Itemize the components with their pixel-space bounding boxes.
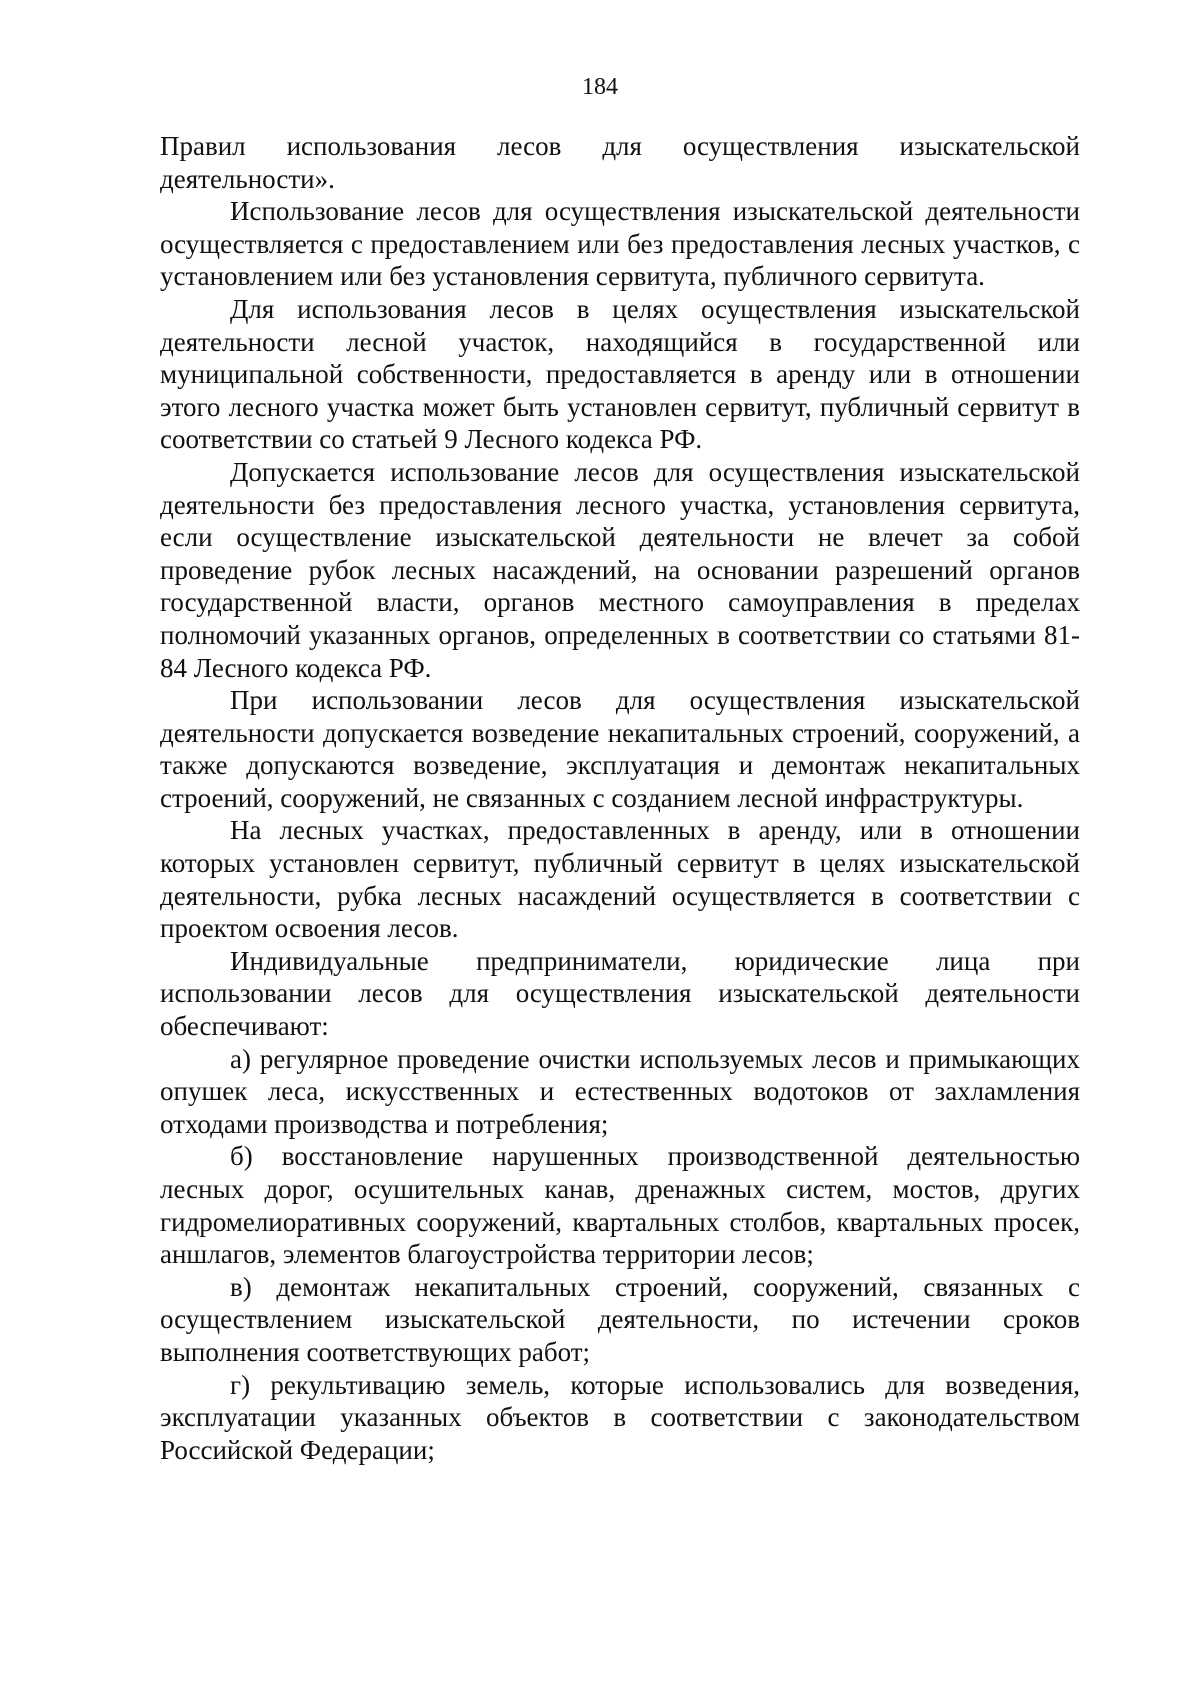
paragraph-7: Индивидуальные предприниматели, юридические лица при использовании лесов для осуществления изыскательской деятельности обеспечивают: <box>160 945 1080 1042</box>
list-item-a: а) регулярное проведение очистки используемых лесов и примыкающих опушек леса, искусственных и естественных водотоков от захламления отходами производства и потребления; <box>160 1043 1080 1139</box>
paragraph-4: Допускается использование лесов для осуществления изыскательской деятельности без предоставления лесного участка, установления сервитута, если осуществление изыскательской деятельности не влечет за собой проведение рубок лесных насаждений, на основании разрешений органов государственной власти, органов местного самоуправления в пределах полномочий указанных органов, определенных в соответствии со статьями 81-84 Лесного кодекса РФ. <box>160 456 1080 683</box>
document-body <box>160 130 1080 1466</box>
paragraph-1: Правил использования лесов для осуществления изыскательской деятельности». <box>160 131 1080 194</box>
paragraph-5: При использовании лесов для осуществления изыскательской деятельности допускается возведение некапитальных строений, сооружений, а также допускаются возведение, эксплуатация и демонтаж некапитальных строений, сооружений, не связанных с созданием лесной инфраструктуры. <box>160 685 1080 813</box>
paragraph-6: На лесных участках, предоставленных в аренду, или в отношении которых установлен сервитут, публичный сервитут в целях изыскательской деятельности, рубка лесных насаждений осуществляется в соответствии с проектом освоения лесов. <box>160 815 1080 944</box>
list-item-g: г) рекультивацию земель, которые использовались для возведения, эксплуатации указанных объектов в соответствии с законодательством Российской Федерации; <box>160 1369 1080 1465</box>
paragraph-3: Для использования лесов в целях осуществления изыскательской деятельности лесной участок, находящийся в государственной или муниципальной собственности, предоставляется в аренду или в отношении этого лесного участка может быть установлен сервитут, публичный сервитут в соответствии со статьей 9 Лесного кодекса РФ. <box>160 293 1080 455</box>
list-item-v: в) демонтаж некапитальных строений, сооружений, связанных с осуществлением изыскательской деятельности, по истечении сроков выполнения соответствующих работ; <box>160 1271 1080 1367</box>
list-item-b: б) восстановление нарушенных производственной деятельностью лесных дорог, осушительных канав, дренажных систем, мостов, других гидромелиоративных сооружений, квартальных столбов, квартальных просек, аншлагов, элементов благоустройства территории лесов; <box>160 1141 1080 1270</box>
paragraph-2: Использование лесов для осуществления изыскательской деятельности осуществляется с предоставлением или без предоставления лесных участков, с установлением или без установления сервитута, публичного сервитута. <box>160 196 1080 292</box>
page-number: 184 <box>582 74 618 100</box>
